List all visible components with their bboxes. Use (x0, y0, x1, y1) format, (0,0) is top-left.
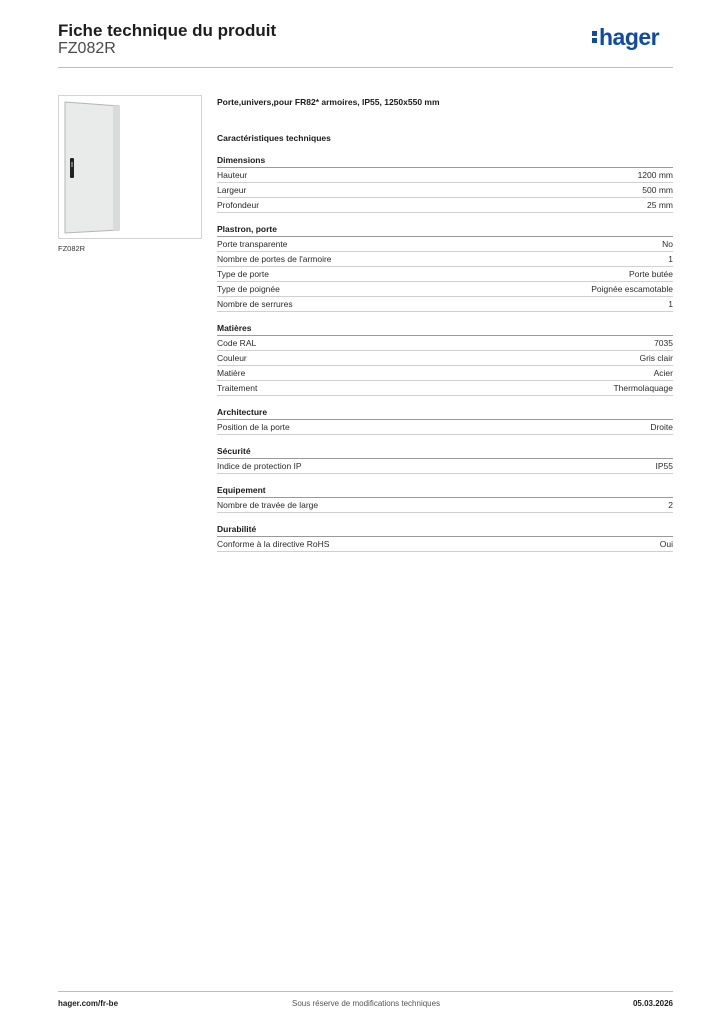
spec-value: Gris clair (639, 353, 673, 363)
spec-content (217, 95, 673, 552)
product-image (58, 95, 202, 239)
spec-label: Traitement (217, 383, 258, 393)
spec-row (217, 198, 673, 213)
spec-value: 2 (668, 500, 673, 510)
footer-date: 05.03.2026 (632, 999, 673, 1008)
section-heading: Durabilité (217, 522, 673, 537)
footer-divider (58, 991, 673, 992)
spec-row (217, 252, 673, 267)
spec-label: Matière (217, 368, 246, 378)
header-divider (58, 67, 673, 68)
footer-disclaimer: Sous réserve de modifications techniques (292, 999, 441, 1008)
spec-label: Nombre de portes de l'armoire (217, 254, 332, 264)
spec-section (217, 321, 673, 396)
spec-value: 7035 (654, 338, 673, 348)
spec-section (217, 522, 673, 552)
spec-row (217, 381, 673, 396)
spec-value: 1200 mm (637, 170, 673, 180)
spec-row (217, 297, 673, 312)
spec-value: 25 mm (647, 200, 673, 210)
spec-sections (217, 153, 673, 552)
logo-dots-icon (592, 28, 597, 44)
spec-row (217, 168, 673, 183)
spec-label: Hauteur (217, 170, 248, 180)
spec-label: Largeur (217, 185, 247, 195)
product-reference: FZ082R (58, 40, 116, 57)
spec-row (217, 537, 673, 552)
footer-website: hager.com/fr-be (58, 999, 119, 1008)
spec-value: Porte butée (629, 269, 673, 279)
spec-row (217, 366, 673, 381)
spec-label: Couleur (217, 353, 247, 363)
section-heading: Matières (217, 321, 673, 336)
product-image-caption: FZ082R (58, 244, 86, 253)
spec-value: Acier (653, 368, 673, 378)
spec-section (217, 444, 673, 474)
section-heading: Plastron, porte (217, 222, 673, 237)
spec-section (217, 483, 673, 513)
spec-label: Profondeur (217, 200, 260, 210)
spec-section (217, 153, 673, 213)
hager-logo (592, 26, 659, 49)
spec-row (217, 498, 673, 513)
spec-row (217, 420, 673, 435)
spec-value: Droite (650, 422, 673, 432)
spec-value: IP55 (655, 461, 673, 471)
logo-text: hager (599, 24, 660, 50)
spec-label: Indice de protection IP (217, 461, 302, 471)
spec-value: No (662, 239, 673, 249)
spec-label: Type de poignée (217, 284, 280, 294)
spec-label: Type de porte (217, 269, 269, 279)
spec-label: Nombre de travée de large (217, 500, 319, 510)
spec-row (217, 282, 673, 297)
spec-value: 500 mm (642, 185, 673, 195)
spec-value: 1 (668, 254, 673, 264)
spec-section (217, 405, 673, 435)
door-panel-icon (63, 100, 121, 234)
spec-section (217, 222, 673, 312)
spec-row (217, 183, 673, 198)
spec-value: Thermolaquage (613, 383, 673, 393)
product-description: Porte,univers,pour FR82* armoires, IP55, 1250x550 mm (217, 97, 440, 107)
spec-row (217, 237, 673, 252)
section-heading: Sécurité (217, 444, 673, 459)
spec-value: Oui (659, 539, 673, 549)
spec-row (217, 351, 673, 366)
spec-row (217, 336, 673, 351)
spec-row (217, 267, 673, 282)
section-heading: Dimensions (217, 153, 673, 168)
spec-value: Poignée escamotable (591, 284, 673, 294)
spec-value: 1 (668, 299, 673, 309)
spec-row (217, 459, 673, 474)
spec-label: Position de la porte (217, 422, 290, 432)
spec-label: Nombre de serrures (217, 299, 293, 309)
spec-label: Porte transparente (217, 239, 288, 249)
section-heading: Equipement (217, 483, 673, 498)
section-heading: Architecture (217, 405, 673, 420)
spec-label: Code RAL (217, 338, 257, 348)
page-title: Fiche technique du produit (58, 21, 277, 40)
specs-title: Caractéristiques techniques (217, 133, 331, 143)
spec-label: Conforme à la directive RoHS (217, 539, 330, 549)
